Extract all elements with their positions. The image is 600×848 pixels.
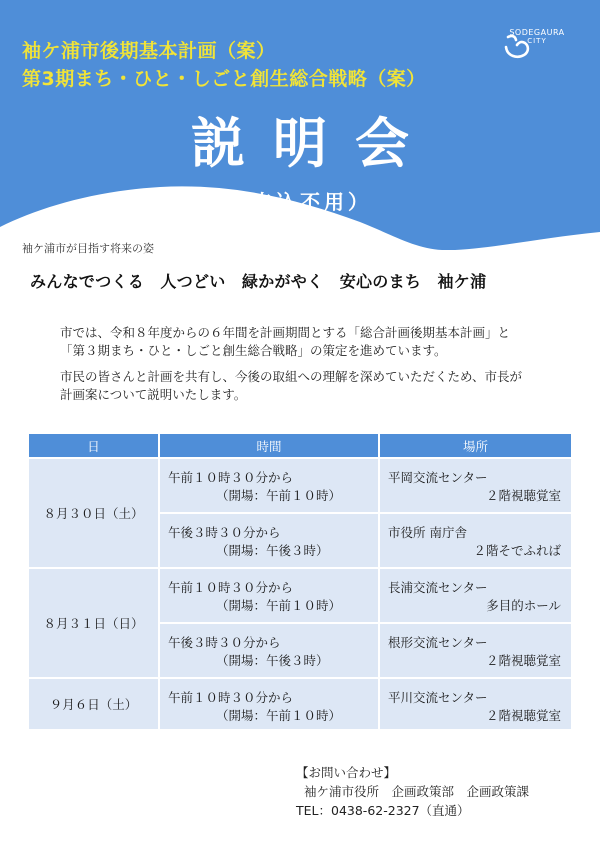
place-cell [379, 678, 572, 730]
intro-paragraph-1 [60, 324, 580, 360]
session-open: （開場：午前１０時） [216, 598, 342, 613]
time-cell [159, 678, 379, 730]
schedule-table [27, 432, 573, 731]
time-cell [159, 513, 379, 568]
city-emblem-icon [502, 31, 532, 61]
city-logo [502, 28, 572, 45]
logo-name: SODEGAURA [509, 28, 565, 37]
time-cell [159, 623, 379, 678]
date-cell: ９月６日（土） [28, 678, 159, 730]
session-time: 午後３時３０分から [168, 635, 281, 650]
intro-p2-line1: 市民の皆さんと計画を共有し、今後の取組への理解を深めていただくため、市長が [60, 369, 523, 384]
intro-p2-line2: 計画案について説明いたします。 [60, 387, 247, 402]
table-row [28, 458, 572, 513]
session-place: 平岡交流センター [388, 470, 488, 485]
date-cell: ８月３０日（土） [28, 458, 159, 568]
vision-label: 袖ケ浦市が目指す将来の姿 [22, 242, 154, 255]
session-place: 市役所 南庁舎 [388, 525, 467, 540]
logo-sub: CITY [527, 37, 547, 45]
plan-title-line1: 袖ケ浦市後期基本計画（案） [22, 40, 276, 62]
time-cell [159, 568, 379, 623]
header-date: 日 [28, 433, 159, 458]
time-cell [159, 458, 379, 513]
place-cell [379, 568, 572, 623]
session-open: （開場：午前１０時） [216, 488, 342, 503]
table-row [28, 568, 572, 623]
place-cell [379, 623, 572, 678]
session-time: 午前１０時３０分から [168, 470, 294, 485]
sub-title: （申込不用） [228, 190, 372, 214]
session-open: （開場：午後３時） [216, 653, 329, 668]
session-open: （開場：午前１０時） [216, 708, 342, 723]
session-open: （開場：午後３時） [216, 543, 329, 558]
session-time: 午後３時３０分から [168, 525, 281, 540]
session-place: 長浦交流センター [388, 580, 488, 595]
session-room: ２階視聴覚室 [485, 488, 561, 503]
plan-title-line2: 第3期まち・ひと・しごと創生総合戦略（案） [22, 68, 426, 90]
main-title: 説明会 [191, 112, 437, 175]
session-room: ２階視聴覚室 [485, 708, 561, 723]
intro-p1-line1: 市では、令和８年度からの６年間を計画期間とする「総合計画後期基本計画」と [60, 325, 511, 340]
intro-p1-line2: 「第３期まち・ひと・しごと創生総合戦略」の策定を進めています。 [60, 343, 447, 358]
place-cell [379, 513, 572, 568]
session-time: 午前１０時３０分から [168, 690, 294, 705]
header-time: 時間 [159, 433, 379, 458]
session-room: ２階視聴覚室 [485, 653, 561, 668]
vision-statement: みんなでつくる 人つどい 緑かがやく 安心のまち 袖ケ浦 [30, 272, 487, 291]
contact-heading: 【お問い合わせ】 [296, 765, 397, 780]
place-cell [379, 458, 572, 513]
table-header-row [28, 433, 572, 458]
session-room: 多目的ホール [486, 598, 561, 613]
table-row [28, 678, 572, 730]
date-cell: ８月３１日（日） [28, 568, 159, 678]
session-place: 根形交流センター [388, 635, 488, 650]
session-room: ２階そでふれば [473, 543, 561, 558]
header-place: 場所 [379, 433, 572, 458]
header-banner [0, 0, 600, 250]
contact-info [296, 763, 529, 820]
contact-department: 袖ケ浦市役所 企画政策部 企画政策課 [304, 784, 530, 799]
intro-paragraph-2 [60, 368, 580, 404]
session-place: 平川交流センター [388, 690, 488, 705]
contact-phone: TEL：0438-62-2327（直通） [296, 803, 470, 818]
session-time: 午前１０時３０分から [168, 580, 294, 595]
